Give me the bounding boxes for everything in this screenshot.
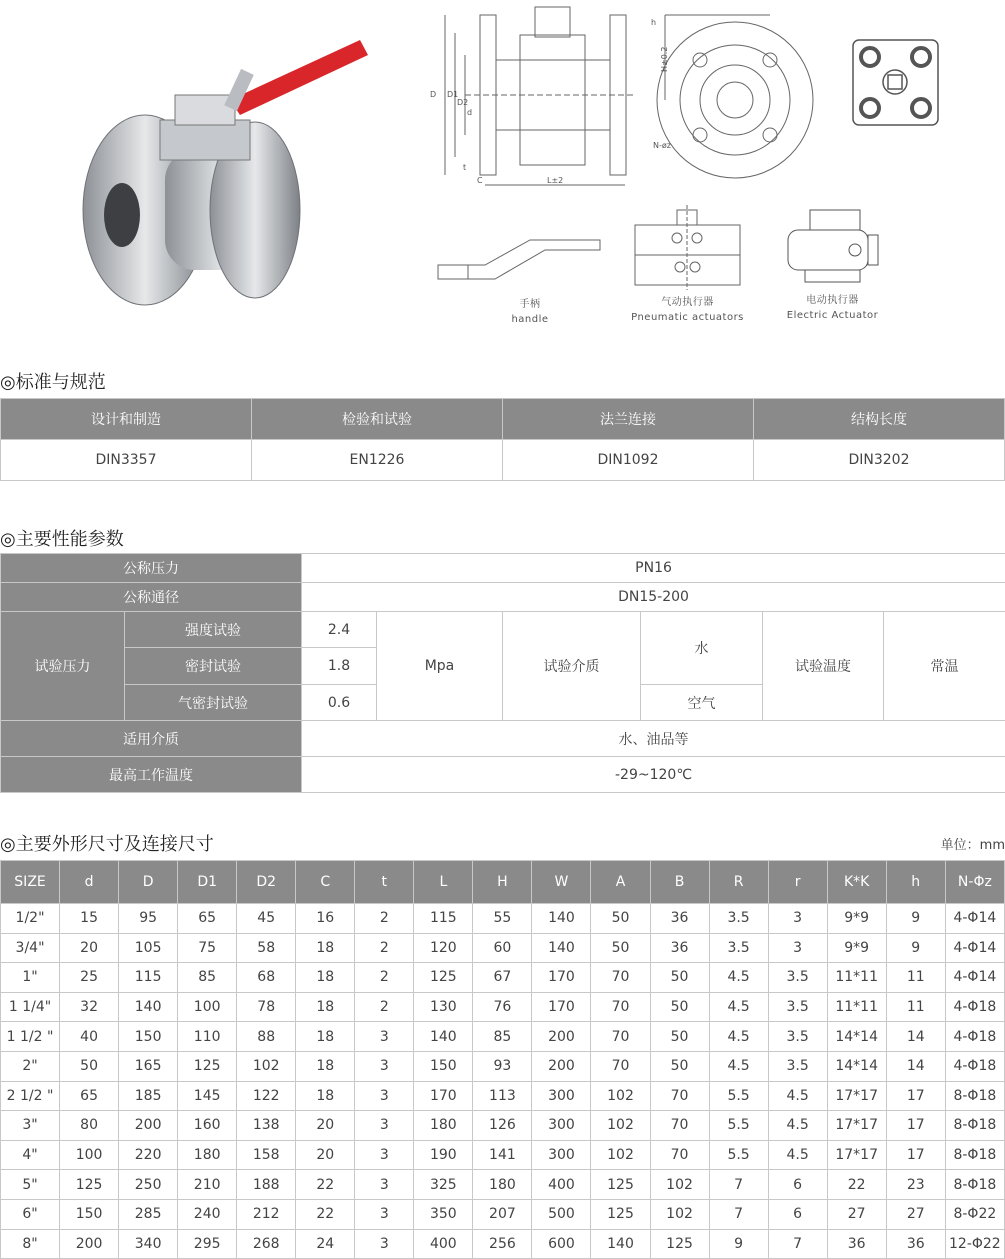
table-cell: 17*17: [827, 1111, 886, 1141]
table-cell: 17*17: [827, 1081, 886, 1111]
header-flange: 法兰连接: [503, 399, 754, 440]
column-header: R: [709, 861, 768, 904]
table-cell: 17: [886, 1140, 945, 1170]
dimensions-header-row: [1, 861, 1005, 904]
table-cell: 80: [60, 1111, 119, 1141]
table-cell: 600: [532, 1229, 591, 1259]
table-cell: 180: [473, 1170, 532, 1200]
table-cell: 300: [532, 1081, 591, 1111]
table-cell: 14*14: [827, 1051, 886, 1081]
unit-label: 单位：mm: [940, 838, 1005, 853]
table-cell: 8": [1, 1229, 60, 1259]
column-header: N-Φz: [945, 861, 1004, 904]
table-cell: 6: [768, 1170, 827, 1200]
table-cell: 67: [473, 963, 532, 993]
table-cell: 295: [178, 1229, 237, 1259]
handle-drawing: [435, 235, 605, 290]
front-section-drawing: [425, 5, 640, 195]
table-cell: 76: [473, 992, 532, 1022]
handle-caption: [480, 297, 580, 327]
table-cell: 180: [414, 1111, 473, 1141]
table-cell: 8-Φ18: [945, 1140, 1004, 1170]
table-cell: 18: [296, 933, 355, 963]
table-cell: 3/4": [1, 933, 60, 963]
table-cell: 190: [414, 1140, 473, 1170]
table-cell: 240: [178, 1199, 237, 1229]
table-cell: 4-Φ18: [945, 992, 1004, 1022]
table-cell: 4.5: [709, 1051, 768, 1081]
ball-valve-photo: [70, 30, 380, 315]
table-cell: 11: [886, 992, 945, 1022]
table-cell: 23: [886, 1170, 945, 1200]
table-cell: 18: [296, 1051, 355, 1081]
applicable-media-label: 适用介质: [1, 721, 302, 757]
table-cell: 340: [119, 1229, 178, 1259]
table-cell: 4.5: [709, 1022, 768, 1052]
nominal-pressure-value: PN16: [302, 554, 1005, 583]
table-cell: 8-Φ22: [945, 1199, 1004, 1229]
table-cell: 50: [650, 963, 709, 993]
table-cell: 3: [355, 1111, 414, 1141]
table-cell: 3.5: [709, 904, 768, 934]
table-cell: 125: [178, 1051, 237, 1081]
nominal-pressure-label: 公称压力: [1, 554, 302, 583]
dim-L: L±2: [547, 176, 564, 185]
table-cell: 350: [414, 1199, 473, 1229]
table-cell: 2: [355, 904, 414, 934]
table-cell: 9: [709, 1229, 768, 1259]
table-cell: 3.5: [768, 963, 827, 993]
value-flange: DIN1092: [503, 440, 754, 481]
table-cell: 5.5: [709, 1081, 768, 1111]
table-cell: 170: [414, 1081, 473, 1111]
side-view-drawing: [645, 5, 815, 190]
table-cell: 185: [119, 1081, 178, 1111]
table-cell: 1 1/4": [1, 992, 60, 1022]
table-cell: 115: [119, 963, 178, 993]
column-header: D1: [178, 861, 237, 904]
table-cell: 18: [296, 963, 355, 993]
table-cell: 70: [650, 1111, 709, 1141]
dim-D2: D2: [457, 98, 469, 107]
top-flange-drawing: [848, 35, 943, 130]
section-standards-title: ◎标准与规范: [0, 372, 106, 393]
table-cell: 140: [591, 1229, 650, 1259]
table-cell: 78: [237, 992, 296, 1022]
table-cell: 256: [473, 1229, 532, 1259]
dim-d: d: [467, 108, 473, 117]
pneumatic-caption: [615, 295, 760, 325]
dim-N: N-øz: [653, 141, 671, 150]
section-performance-title: ◎主要性能参数: [0, 529, 124, 550]
nominal-size-label: 公称通径: [1, 583, 302, 612]
table-cell: 15: [60, 904, 119, 934]
table-cell: 4-Φ14: [945, 963, 1004, 993]
table-cell: 3: [355, 1140, 414, 1170]
column-header: SIZE: [1, 861, 60, 904]
table-cell: 85: [178, 963, 237, 993]
column-header: K*K: [827, 861, 886, 904]
table-cell: 14: [886, 1051, 945, 1081]
table-cell: 102: [650, 1199, 709, 1229]
table-cell: 3: [768, 904, 827, 934]
table-cell: 70: [591, 1022, 650, 1052]
table-row: [1, 1140, 1005, 1170]
table-cell: 3.5: [768, 1022, 827, 1052]
table-cell: 125: [414, 963, 473, 993]
table-cell: 55: [473, 904, 532, 934]
column-header: D: [119, 861, 178, 904]
table-cell: 36: [886, 1229, 945, 1259]
table-cell: 40: [60, 1022, 119, 1052]
table-cell: 3: [355, 1170, 414, 1200]
dim-h: h: [651, 18, 657, 27]
table-cell: 150: [414, 1051, 473, 1081]
table-cell: 188: [237, 1170, 296, 1200]
table-cell: 170: [532, 992, 591, 1022]
table-cell: 18: [296, 992, 355, 1022]
table-cell: 125: [60, 1170, 119, 1200]
table-cell: 3.5: [768, 1051, 827, 1081]
table-cell: 150: [119, 1022, 178, 1052]
handle-en: handle: [511, 314, 549, 325]
table-cell: 18: [296, 1022, 355, 1052]
table-cell: 400: [532, 1170, 591, 1200]
table-cell: 9*9: [827, 933, 886, 963]
table-cell: 70: [591, 963, 650, 993]
table-cell: 140: [532, 904, 591, 934]
table-cell: 130: [414, 992, 473, 1022]
table-cell: 105: [119, 933, 178, 963]
table-cell: 20: [296, 1111, 355, 1141]
column-header: B: [650, 861, 709, 904]
table-cell: 65: [60, 1081, 119, 1111]
table-cell: 25: [60, 963, 119, 993]
table-cell: 4-Φ14: [945, 933, 1004, 963]
pneumatic-actuator-drawing: [625, 205, 750, 290]
table-cell: 140: [532, 933, 591, 963]
seal-test-value: 1.8: [302, 648, 377, 685]
table-cell: 4-Φ14: [945, 904, 1004, 934]
table-cell: 325: [414, 1170, 473, 1200]
table-cell: 3: [355, 1199, 414, 1229]
dim-D1: D1: [447, 90, 459, 99]
table-cell: 2": [1, 1051, 60, 1081]
table-cell: 125: [650, 1229, 709, 1259]
table-cell: 500: [532, 1199, 591, 1229]
table-cell: 4.5: [709, 963, 768, 993]
table-cell: 3: [768, 933, 827, 963]
table-cell: 70: [650, 1081, 709, 1111]
table-cell: 3: [355, 1229, 414, 1259]
table-cell: 7: [709, 1199, 768, 1229]
table-cell: 45: [237, 904, 296, 934]
table-cell: 27: [827, 1199, 886, 1229]
table-cell: 58: [237, 933, 296, 963]
table-cell: 68: [237, 963, 296, 993]
table-cell: 210: [178, 1170, 237, 1200]
table-cell: 3.5: [709, 933, 768, 963]
table-cell: 2: [355, 963, 414, 993]
header-design: 设计和制造: [1, 399, 252, 440]
test-pressure-label: 试验压力: [1, 612, 125, 721]
table-cell: 12-Φ22: [945, 1229, 1004, 1259]
table-cell: 85: [473, 1022, 532, 1052]
table-cell: 14*14: [827, 1022, 886, 1052]
table-row: [1, 933, 1005, 963]
table-cell: 120: [414, 933, 473, 963]
table-cell: 220: [119, 1140, 178, 1170]
table-cell: 5.5: [709, 1111, 768, 1141]
table-cell: 102: [591, 1140, 650, 1170]
table-row: [1, 1111, 1005, 1141]
table-cell: 9: [886, 904, 945, 934]
table-cell: 300: [532, 1111, 591, 1141]
table-cell: 200: [119, 1111, 178, 1141]
value-design: DIN3357: [1, 440, 252, 481]
table-cell: 4.5: [768, 1081, 827, 1111]
value-inspection: EN1226: [252, 440, 503, 481]
test-temp-label: 试验温度: [763, 612, 884, 721]
table-cell: 140: [414, 1022, 473, 1052]
table-cell: 160: [178, 1111, 237, 1141]
table-cell: 18: [296, 1081, 355, 1111]
electric-caption: [770, 293, 895, 323]
table-cell: 102: [237, 1051, 296, 1081]
table-cell: 50: [650, 1051, 709, 1081]
air-seal-test-value: 0.6: [302, 685, 377, 721]
table-cell: 1 1/2 ": [1, 1022, 60, 1052]
dim-C: C: [477, 176, 483, 185]
dimensions-table: [0, 860, 1005, 1259]
table-cell: 4": [1, 1140, 60, 1170]
table-cell: 102: [591, 1081, 650, 1111]
table-cell: 1": [1, 963, 60, 993]
table-cell: 125: [591, 1199, 650, 1229]
table-cell: 212: [237, 1199, 296, 1229]
table-cell: 180: [178, 1140, 237, 1170]
table-cell: 207: [473, 1199, 532, 1229]
table-cell: 4.5: [768, 1111, 827, 1141]
performance-table: [0, 553, 1005, 793]
table-cell: 158: [237, 1140, 296, 1170]
pneumatic-en: Pneumatic actuators: [631, 312, 744, 323]
seal-test-label: 密封试验: [125, 648, 302, 685]
table-cell: 102: [650, 1170, 709, 1200]
table-cell: 200: [532, 1051, 591, 1081]
table-cell: 100: [60, 1140, 119, 1170]
table-cell: 150: [60, 1199, 119, 1229]
table-cell: 8-Φ18: [945, 1081, 1004, 1111]
table-cell: 285: [119, 1199, 178, 1229]
table-cell: 95: [119, 904, 178, 934]
table-cell: 8-Φ18: [945, 1170, 1004, 1200]
table-cell: 16: [296, 904, 355, 934]
table-cell: 140: [119, 992, 178, 1022]
table-cell: 3: [355, 1022, 414, 1052]
electric-en: Electric Actuator: [786, 310, 879, 321]
table-cell: 113: [473, 1081, 532, 1111]
table-cell: 60: [473, 933, 532, 963]
column-header: L: [414, 861, 473, 904]
test-medium-water: 水: [641, 612, 763, 685]
table-cell: 20: [296, 1140, 355, 1170]
table-cell: 5.5: [709, 1140, 768, 1170]
table-row: [1, 963, 1005, 993]
nominal-size-value: DN15-200: [302, 583, 1005, 612]
table-cell: 70: [650, 1140, 709, 1170]
table-cell: 126: [473, 1111, 532, 1141]
applicable-media-value: 水、油品等: [302, 721, 1005, 757]
table-cell: 93: [473, 1051, 532, 1081]
table-cell: 2: [355, 933, 414, 963]
table-cell: 20: [60, 933, 119, 963]
column-header: C: [296, 861, 355, 904]
test-medium-air: 空气: [641, 685, 763, 721]
table-cell: 4-Φ18: [945, 1022, 1004, 1052]
dim-H: H±0.2: [660, 46, 669, 72]
air-seal-test-label: 气密封试验: [125, 685, 302, 721]
table-cell: 115: [414, 904, 473, 934]
table-cell: 6: [768, 1199, 827, 1229]
table-cell: 5": [1, 1170, 60, 1200]
table-cell: 122: [237, 1081, 296, 1111]
table-cell: 24: [296, 1229, 355, 1259]
table-row: [1, 1051, 1005, 1081]
table-cell: 4.5: [768, 1140, 827, 1170]
table-cell: 22: [296, 1170, 355, 1200]
table-cell: 200: [532, 1022, 591, 1052]
header-inspection: 检验和试验: [252, 399, 503, 440]
max-temp-value: -29~120℃: [302, 757, 1005, 793]
table-cell: 1/2": [1, 904, 60, 934]
column-header: D2: [237, 861, 296, 904]
table-cell: 9: [886, 933, 945, 963]
table-cell: 75: [178, 933, 237, 963]
table-cell: 7: [768, 1229, 827, 1259]
table-row: [1, 1081, 1005, 1111]
table-cell: 8-Φ18: [945, 1111, 1004, 1141]
table-cell: 11: [886, 963, 945, 993]
column-header: W: [532, 861, 591, 904]
table-cell: 9*9: [827, 904, 886, 934]
test-temp-value: 常温: [884, 612, 1005, 721]
table-cell: 6": [1, 1199, 60, 1229]
table-cell: 70: [591, 992, 650, 1022]
table-cell: 138: [237, 1111, 296, 1141]
electric-actuator-drawing: [780, 205, 885, 285]
table-row: [1, 1022, 1005, 1052]
table-cell: 36: [827, 1229, 886, 1259]
table-cell: 2 1/2 ": [1, 1081, 60, 1111]
test-medium-label: 试验介质: [503, 612, 641, 721]
table-cell: 4.5: [709, 992, 768, 1022]
table-cell: 2: [355, 992, 414, 1022]
column-header: H: [473, 861, 532, 904]
table-cell: 3: [355, 1081, 414, 1111]
pressure-unit: Mpa: [377, 612, 503, 721]
table-cell: 102: [591, 1111, 650, 1141]
table-cell: 36: [650, 904, 709, 934]
table-cell: 3.5: [768, 992, 827, 1022]
electric-cn: 电动执行器: [806, 295, 859, 306]
table-cell: 36: [650, 933, 709, 963]
section-dimensions-title: ◎主要外形尺寸及连接尺寸: [0, 834, 214, 855]
table-cell: 50: [60, 1051, 119, 1081]
table-row: [1, 1199, 1005, 1229]
table-cell: 27: [886, 1199, 945, 1229]
table-cell: 3: [355, 1051, 414, 1081]
table-cell: 170: [532, 963, 591, 993]
table-row: [1, 1229, 1005, 1259]
table-cell: 22: [296, 1199, 355, 1229]
column-header: d: [60, 861, 119, 904]
table-cell: 17: [886, 1111, 945, 1141]
table-row: [1, 904, 1005, 934]
standards-table: [0, 398, 1005, 481]
table-cell: 3": [1, 1111, 60, 1141]
table-cell: 50: [591, 904, 650, 934]
table-cell: 141: [473, 1140, 532, 1170]
table-cell: 11*11: [827, 963, 886, 993]
table-cell: 17: [886, 1081, 945, 1111]
column-header: h: [886, 861, 945, 904]
table-cell: 250: [119, 1170, 178, 1200]
header-length: 结构长度: [754, 399, 1005, 440]
table-cell: 50: [591, 933, 650, 963]
table-row: [1, 992, 1005, 1022]
table-cell: 50: [650, 1022, 709, 1052]
value-length: DIN3202: [754, 440, 1005, 481]
table-cell: 65: [178, 904, 237, 934]
table-cell: 17*17: [827, 1140, 886, 1170]
table-cell: 145: [178, 1081, 237, 1111]
table-cell: 70: [591, 1051, 650, 1081]
table-cell: 110: [178, 1022, 237, 1052]
column-header: t: [355, 861, 414, 904]
table-cell: 88: [237, 1022, 296, 1052]
table-cell: 22: [827, 1170, 886, 1200]
table-cell: 7: [709, 1170, 768, 1200]
table-cell: 11*11: [827, 992, 886, 1022]
table-row: [1, 1170, 1005, 1200]
table-cell: 400: [414, 1229, 473, 1259]
table-cell: 268: [237, 1229, 296, 1259]
table-cell: 4-Φ18: [945, 1051, 1004, 1081]
table-cell: 100: [178, 992, 237, 1022]
handle-cn: 手柄: [519, 299, 541, 310]
column-header: A: [591, 861, 650, 904]
strength-test-label: 强度试验: [125, 612, 302, 648]
column-header: r: [768, 861, 827, 904]
pneumatic-cn: 气动执行器: [661, 297, 714, 308]
max-temp-label: 最高工作温度: [1, 757, 302, 793]
strength-test-value: 2.4: [302, 612, 377, 648]
table-cell: 32: [60, 992, 119, 1022]
table-cell: 300: [532, 1140, 591, 1170]
table-cell: 50: [650, 992, 709, 1022]
dim-D: D: [430, 90, 437, 99]
dim-t: t: [463, 163, 467, 172]
table-cell: 14: [886, 1022, 945, 1052]
table-cell: 200: [60, 1229, 119, 1259]
table-cell: 165: [119, 1051, 178, 1081]
table-cell: 125: [591, 1170, 650, 1200]
